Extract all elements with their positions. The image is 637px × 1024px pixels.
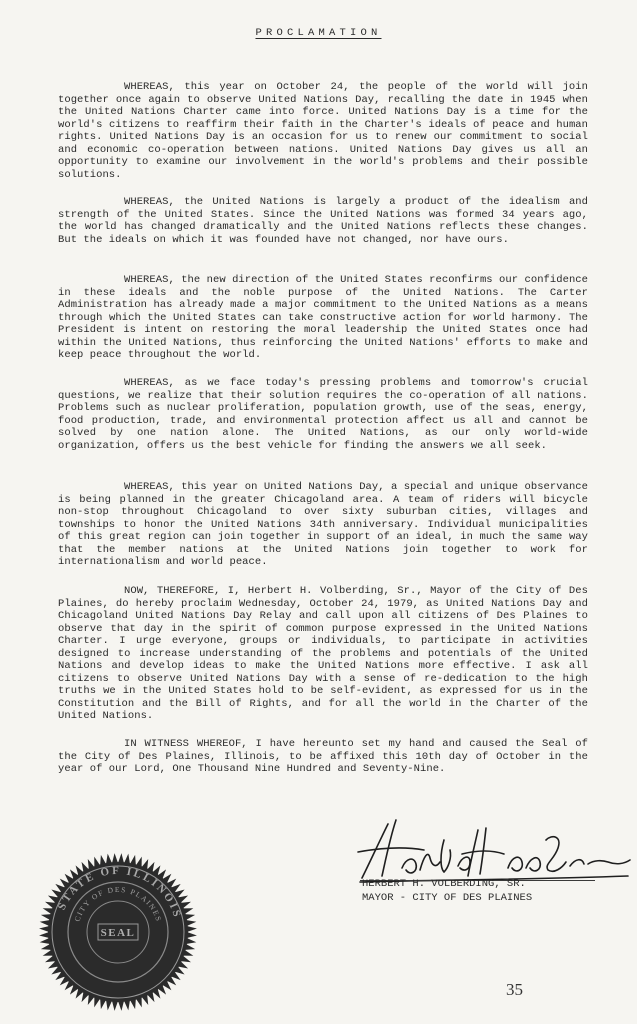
seal-inner-text: CITY OF DES PLAINES — [72, 884, 164, 924]
whereas-paragraph-2: WHEREAS, the United Nations is largely a product of the idealism and strength of the United States. Since the United Nations was formed 34 years ago, the world has changed dramatically and the United Nations reflects these changes. But the ideals on which it was founded have not changed, nor have ours. — [58, 196, 588, 246]
page-number: 35 — [506, 980, 523, 999]
whereas-paragraph-1: WHEREAS, this year on October 24, the people of the world will join together once again to observe United Nations Day, recalling the date in 1945 when the United Nations Charter came into force. United Nations Day is a time for the world's citizens to reaffirm their faith in the Charter's ideals of peace and human rights. United Nations Day is an occasion for us to renew our commitment to social and economic co-operation between nations. United Nations Day gives us all an opportunity to examine our involvement in the world's problems and their possible solutions. — [58, 81, 588, 181]
whereas-paragraph-4: WHEREAS, as we face today's pressing problems and tomorrow's crucial questions, we realize that their solution requires the co-operation of all nations. Problems such as nuclear proliferation, population growth, use of the seas, energy, food production, trade, and environmental protection affect us all and cannot be solved by one nation alone. The United Nations, as our only world-wide organization, offers us the best vehicle for finding the answers we all seek. — [58, 377, 588, 452]
city-seal — [38, 852, 198, 1012]
seal-outer-text: STATE OF ILLINOIS — [55, 864, 184, 921]
signer-name: HERBERT H. VOLBERDING, SR. — [362, 878, 526, 890]
whereas-paragraph-3: WHEREAS, the new direction of the United States reconfirms our confidence in these ideals and the noble purpose of the United Nations. The Carter Administration has already made a major commitment to the United Nations as a means through which the United States can take constructive action for world harmony. The President is intent on restoring the moral leadership the United States once had within the United Nations, thus reinforcing the United Nations' efforts to make and keep peace throughout the world. — [58, 274, 588, 362]
whereas-paragraph-5: WHEREAS, this year on United Nations Day, a special and unique observance is being planned in the greater Chicagoland area. A team of riders will bicycle non-stop throughout Chicagoland to over sixty suburban cities, villages and townships to honor the United Nations 34th anniversary. Individual municipalities of this great region can join together in support of an ideal, in much the same way that the member nations at the United Nations join together to work for internationalism and world peace. — [58, 481, 588, 569]
witness-paragraph: IN WITNESS WHEREOF, I have hereunto set my hand and caused the Seal of the City of Des Plaines, Illinois, to be affixed this 10th day of October in the year of our Lord, One Thousand Nine Hundred and Seventy-Nine. — [58, 738, 588, 776]
proclamation-paragraph: NOW, THEREFORE, I, Herbert H. Volberding, Sr., Mayor of the City of Des Plaines, do hereby proclaim Wednesday, October 24, 1979, as United Nations Day and Chicagoland United Nations Day Relay and call upon all citizens of Des Plaines to observe that day in the spirit of common purpose expressed in the United Nations Charter. I urge everyone, groups or individuals, to participate in activities designed to increase understanding of the problems and potentials of the United Nations and develop ideas to make the United Nations more effective. I ask all citizens to observe United Nations Day with a sense of re-dedication to the high truths we in the United States hold to be self-evident, as expressed for us in the Constitution and the Bill of Rights, and for all the world in the Charter of the United Nations. — [58, 585, 588, 723]
seal-center-text: SEAL — [100, 927, 136, 939]
document-heading: PROCLAMATION — [255, 27, 382, 39]
signer-title: MAYOR - CITY OF DES PLAINES — [362, 892, 533, 904]
